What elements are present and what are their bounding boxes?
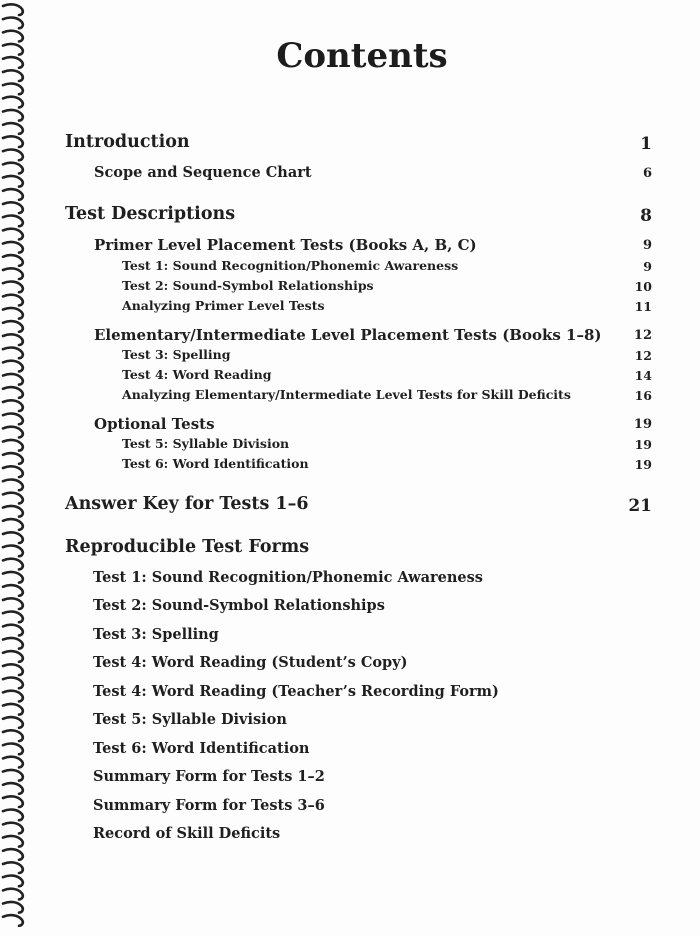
toc-page-scope-sequence: 6 [642,166,652,181]
spiral-coil [3,321,23,332]
spiral-coil [3,189,23,200]
spiral-coil [3,84,23,95]
toc-entry-primer-level: Primer Level Placement Tests (Books A, B, C) [94,236,477,254]
form-item: Test 4: Word Reading (Teacher’s Recording Form) [93,683,499,700]
toc-page-analyzing-elementary: 16 [634,388,652,403]
toc-entry-scope-sequence: Scope and Sequence Chart [94,164,312,181]
toc-entry-test-4: Test 4: Word Reading [122,367,272,382]
toc-page-answer-key: 21 [628,496,652,516]
toc-page-optional-tests: 19 [633,417,652,432]
toc-entry-reproducible-forms: Reproducible Test Forms [65,537,310,557]
toc-entry-analyzing-primer: Analyzing Primer Level Tests [122,298,325,313]
spiral-coil [3,717,23,728]
spiral-coil [3,585,23,596]
toc-entry-optional-tests: Optional Tests [94,415,215,433]
toc-entry-test-1: Test 1: Sound Recognition/Phonemic Awareness [122,258,459,273]
spiral-coil [3,638,23,649]
spiral-coil [3,836,23,847]
form-item: Test 4: Word Reading (Student’s Copy) [93,654,408,671]
spiral-coil [3,334,23,345]
spiral-coil [3,770,23,781]
spiral-coil [3,559,23,570]
spiral-coil [3,810,23,821]
spiral-coil [3,730,23,741]
form-item: Record of Skill Deficits [93,825,281,842]
spiral-coil [3,572,23,583]
spiral-coil [3,202,23,213]
spiral-coil [3,664,23,675]
spiral-coil [3,255,23,266]
page-title: Contents [276,36,448,76]
toc-page-test-6: 19 [634,457,652,472]
spiral-coil [3,4,23,15]
toc-page-analyzing-primer: 11 [634,299,652,314]
spiral-coil [3,757,23,768]
spiral-coil [3,651,23,662]
spiral-coil [3,123,23,134]
spiral-coil [3,400,23,411]
toc-page-test-2: 10 [634,279,652,294]
spiral-coil [3,216,23,227]
spiral-coil [3,110,23,121]
spiral-coil [3,876,23,887]
spiral-coil [3,678,23,689]
toc-page-elementary-intermediate: 12 [633,328,652,343]
spiral-coil [3,348,23,359]
toc-page-test-1: 9 [643,259,652,274]
spiral-coil [3,440,23,451]
spiral-coil [3,163,23,174]
toc-page-introduction: 1 [640,134,652,154]
spiral-coil [3,361,23,372]
spiral-coil [3,862,23,873]
toc-entry-introduction: Introduction [65,132,190,152]
form-item: Test 2: Sound-Symbol Relationships [93,597,385,614]
form-item: Test 6: Word Identification [93,740,310,757]
toc-entry-test-6: Test 6: Word Identification [122,456,309,471]
spiral-coil [3,374,23,385]
toc-entry-elementary-intermediate: Elementary/Intermediate Level Placement Tests (Books 1–8) [94,326,602,344]
spiral-coil [3,598,23,609]
toc-entry-test-3: Test 3: Spelling [122,347,231,362]
form-item: Test 3: Spelling [93,626,219,643]
spiral-coil [3,18,23,29]
toc-entry-analyzing-elementary: Analyzing Elementary/Intermediate Level Tests for Skill Deficits [122,387,571,402]
form-item: Test 1: Sound Recognition/Phonemic Awareness [93,569,483,586]
spiral-coil [3,783,23,794]
form-item: Test 5: Syllable Division [93,711,287,728]
toc-page-primer-level: 9 [642,238,652,253]
spiral-binding [0,0,32,936]
spiral-coil [3,136,23,147]
spiral-coil [3,308,23,319]
spiral-coil [3,176,23,187]
spiral-coil [3,546,23,557]
spiral-coil [3,625,23,636]
spiral-coil [3,915,23,926]
toc-entry-test-5: Test 5: Syllable Division [122,436,290,451]
spiral-coil [3,480,23,491]
spiral-coil [3,902,23,913]
form-item: Summary Form for Tests 3–6 [93,797,325,814]
spiral-coil [3,744,23,755]
toc-entry-test-descriptions: Test Descriptions [65,204,236,224]
spiral-coil [3,295,23,306]
toc-entry-answer-key: Answer Key for Tests 1–6 [65,494,309,514]
spiral-coil [3,532,23,543]
form-item: Summary Form for Tests 1–2 [93,768,325,785]
spiral-coil [3,704,23,715]
spiral-coil [3,268,23,279]
spiral-coil [3,506,23,517]
spiral-coil [3,427,23,438]
toc-page-test-4: 14 [634,368,652,383]
spiral-coil [3,691,23,702]
spiral-coil [3,229,23,240]
spiral-coil [3,97,23,108]
spiral-coil [3,387,23,398]
spiral-coil [3,519,23,530]
spiral-coil [3,414,23,425]
toc-page-test-5: 19 [634,437,652,452]
spiral-coil [3,466,23,477]
spiral-coil [3,796,23,807]
toc-page-test-3: 12 [634,348,652,363]
spiral-coil [3,150,23,161]
spiral-coil [3,493,23,504]
spiral-coil [3,282,23,293]
spiral-coil [3,823,23,834]
spiral-coil [3,889,23,900]
toc-entry-test-2: Test 2: Sound-Symbol Relationships [122,278,374,293]
spiral-coil [3,453,23,464]
spiral-coil [3,849,23,860]
toc-page-test-descriptions: 8 [640,206,652,226]
spiral-coil [3,612,23,623]
spiral-coil [3,242,23,253]
